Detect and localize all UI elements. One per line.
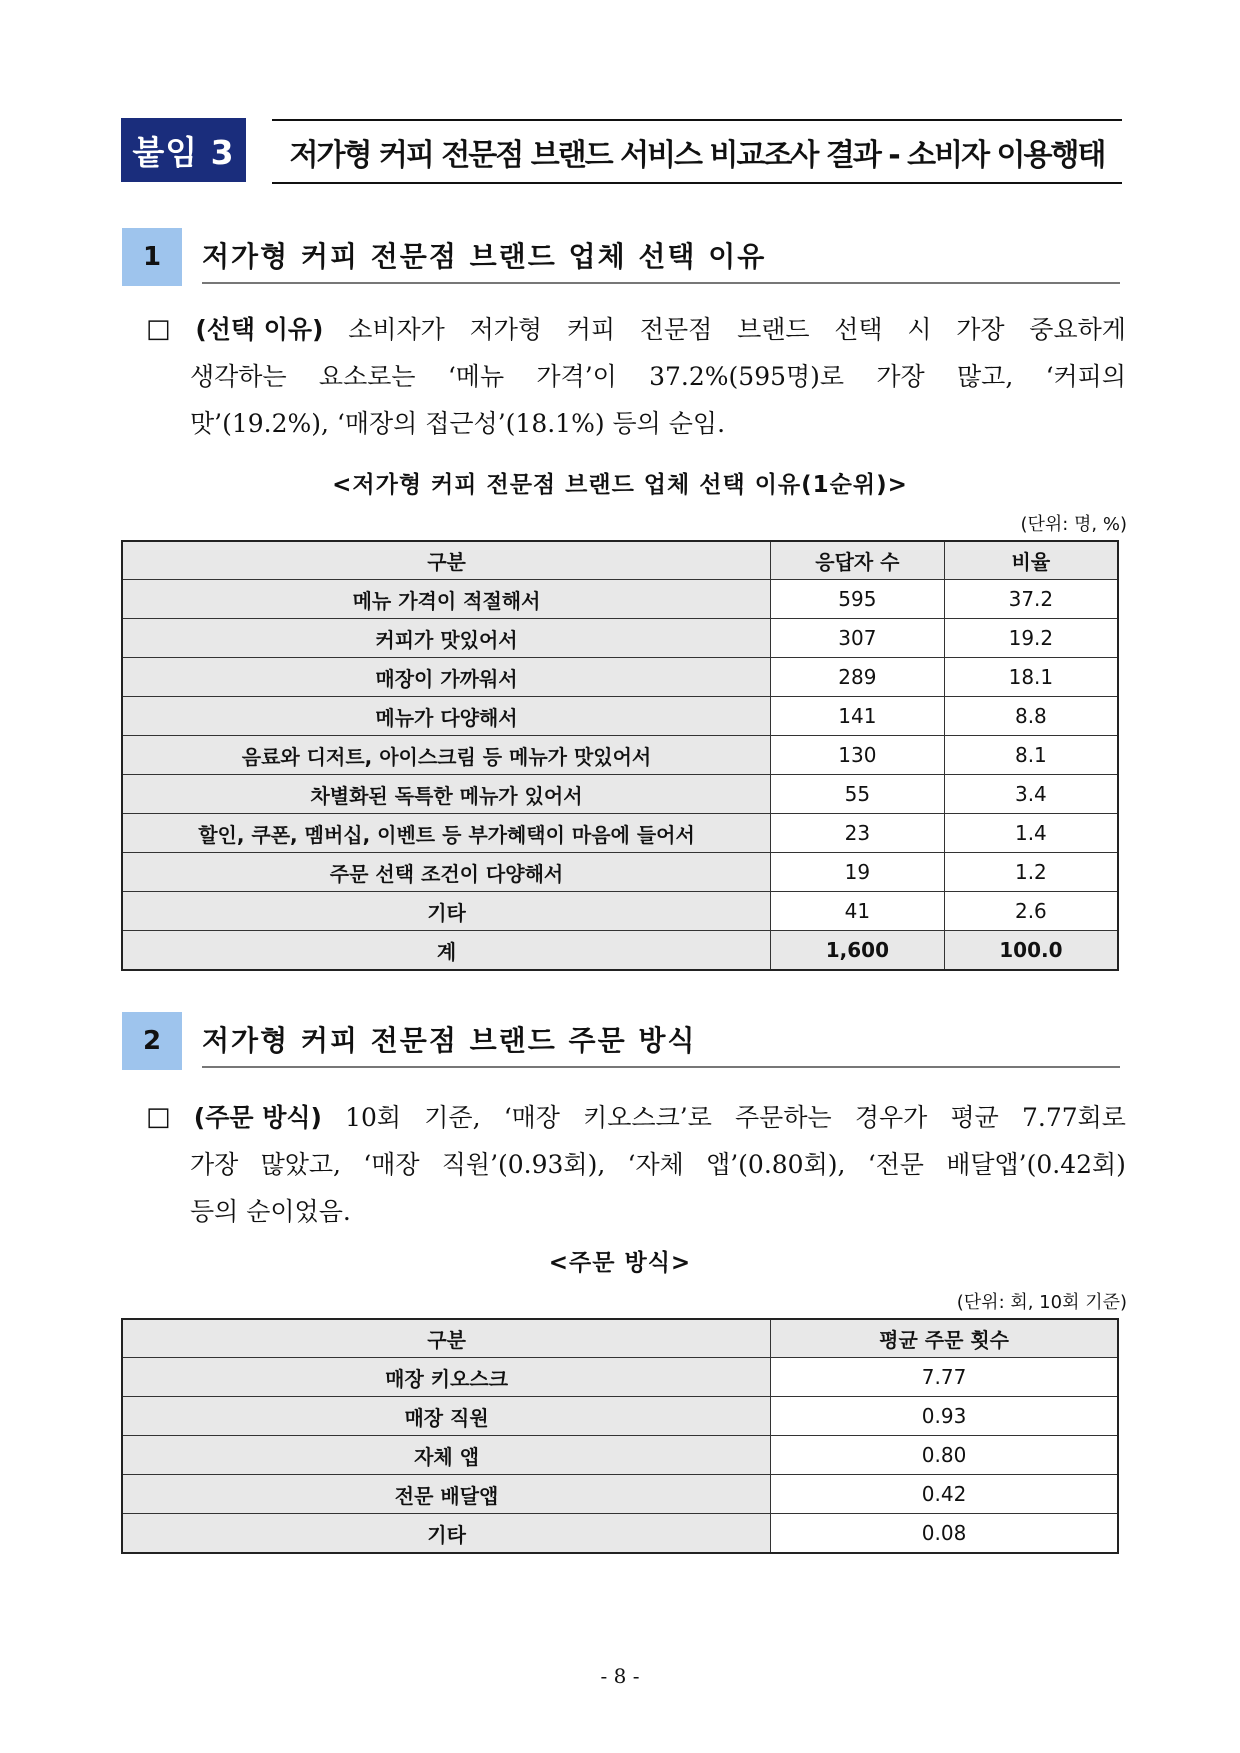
table-value-cell: 0.42 — [771, 1475, 1118, 1514]
table-header-cell: 구분 — [122, 541, 771, 580]
paragraph-word: 37.2%(595명)로 — [649, 362, 845, 391]
paragraph-line — [146, 1141, 1126, 1188]
paragraph-word: 커피 — [566, 315, 616, 344]
table-total-value: 1,600 — [771, 931, 945, 971]
table-total-row — [122, 931, 1118, 971]
paragraph-text: 등의 순이었음. — [190, 1197, 351, 1226]
paragraph-text: 맛’(19.2%), ‘매장의 접근성’(18.1%) 등의 순임. — [190, 409, 726, 438]
table-row — [122, 1514, 1118, 1554]
paragraph-line — [146, 1094, 1126, 1141]
table-value-cell: 0.93 — [771, 1397, 1118, 1436]
paragraph-word: 많고, — [957, 362, 1014, 391]
checkbox-bullet: □ — [146, 1102, 171, 1132]
table-category-cell: 매장 키오스크 — [122, 1358, 771, 1397]
section-2-number: 2 — [122, 1012, 182, 1070]
checkbox-bullet: □ — [146, 314, 171, 344]
paragraph-word: 키오스크’로 — [583, 1103, 712, 1132]
paragraph-line — [146, 1188, 1126, 1235]
table-category-cell: 주문 선택 조건이 다양해서 — [122, 853, 771, 892]
table-row — [122, 619, 1118, 658]
table-value-cell: 2.6 — [944, 892, 1118, 931]
table-value-cell: 8.8 — [944, 697, 1118, 736]
paragraph-word: 가장 — [956, 315, 1005, 344]
table-value-cell: 37.2 — [944, 580, 1118, 619]
table-row — [122, 658, 1118, 697]
section-1-number: 1 — [122, 228, 182, 286]
table-header-row — [122, 1319, 1118, 1358]
table-row — [122, 1358, 1118, 1397]
table-category-cell: 메뉴 가격이 적절해서 — [122, 580, 771, 619]
table-2-unit: (단위: 회, 10회 기준) — [956, 1292, 1127, 1313]
paragraph-lead: (선택 이유) — [195, 315, 324, 344]
appendix-title: 저가형 커피 전문점 브랜드 서비스 비교조사 결과 - 소비자 이용행태 — [272, 119, 1122, 184]
table-value-cell: 130 — [771, 736, 945, 775]
paragraph-word: 전문점 — [639, 315, 713, 344]
paragraph-word: 가장 — [876, 362, 925, 391]
table-header-cell: 응답자 수 — [771, 541, 945, 580]
table-value-cell: 55 — [771, 775, 945, 814]
table-category-cell: 자체 앱 — [122, 1436, 771, 1475]
appendix-badge: 붙임 3 — [121, 118, 246, 182]
table-row — [122, 814, 1118, 853]
table-1 — [121, 540, 1119, 971]
table-value-cell: 1.4 — [944, 814, 1118, 853]
table-category-cell: 기타 — [122, 1514, 771, 1554]
table-row — [122, 853, 1118, 892]
paragraph-word: ‘자체 — [627, 1150, 684, 1179]
table-header-row — [122, 541, 1118, 580]
table-category-cell: 커피가 맛있어서 — [122, 619, 771, 658]
paragraph-word: 주문하는 — [735, 1103, 832, 1132]
table-row — [122, 736, 1118, 775]
table-value-cell: 289 — [771, 658, 945, 697]
paragraph-word: 7.77회로 — [1021, 1103, 1126, 1132]
table-2 — [121, 1318, 1119, 1554]
table-1-caption: <저가형 커피 전문점 브랜드 업체 선택 이유(1순위)> — [332, 472, 908, 498]
paragraph-line — [146, 353, 1126, 400]
paragraph-word: 가장 — [190, 1150, 239, 1179]
table-header-cell: 구분 — [122, 1319, 771, 1358]
table-total-label: 계 — [122, 931, 771, 971]
table-row — [122, 892, 1118, 931]
table-value-cell: 0.80 — [771, 1436, 1118, 1475]
table-total-value: 100.0 — [944, 931, 1118, 971]
paragraph-word: 경우가 — [854, 1103, 928, 1132]
paragraph-word: 많았고, — [260, 1150, 341, 1179]
section-2-heading — [122, 1012, 1122, 1070]
table-value-cell: 595 — [771, 580, 945, 619]
table-row — [122, 697, 1118, 736]
paragraph-word: ‘매장 — [363, 1150, 420, 1179]
paragraph-lead: (주문 방식) — [193, 1103, 322, 1132]
paragraph-word: 배달앱’(0.42회) — [946, 1150, 1126, 1179]
paragraph-word: 직원’(0.93회), — [441, 1150, 606, 1179]
table-category-cell: 전문 배달앱 — [122, 1475, 771, 1514]
paragraph-word: 기준, — [424, 1103, 481, 1132]
table-category-cell: 할인, 쿠폰, 멤버십, 이벤트 등 부가혜택이 마음에 들어서 — [122, 814, 771, 853]
paragraph-word: 앱’(0.80회), — [706, 1150, 846, 1179]
paragraph-word: 평균 — [950, 1103, 999, 1132]
paragraph-word: 저가형 — [469, 315, 543, 344]
paragraph-word: 생각하는 — [190, 362, 287, 391]
paragraph-line — [146, 306, 1126, 353]
table-1-unit: (단위: 명, %) — [1020, 514, 1127, 535]
paragraph-word: 시 — [907, 315, 932, 344]
table-value-cell: 23 — [771, 814, 945, 853]
table-row — [122, 1436, 1118, 1475]
table-value-cell: 307 — [771, 619, 945, 658]
table-value-cell: 7.77 — [771, 1358, 1118, 1397]
paragraph-word: 소비자가 — [348, 315, 445, 344]
table-category-cell: 음료와 디저트, 아이스크림 등 메뉴가 맛있어서 — [122, 736, 771, 775]
paragraph-word: ‘커피의 — [1045, 362, 1126, 391]
table-category-cell: 매장 직원 — [122, 1397, 771, 1436]
table-value-cell: 8.1 — [944, 736, 1118, 775]
table-value-cell: 3.4 — [944, 775, 1118, 814]
paragraph-word: ‘매장 — [503, 1103, 560, 1132]
table-2-caption: <주문 방식> — [548, 1250, 692, 1276]
paragraph-word: 10회 — [345, 1103, 402, 1132]
table-row — [122, 1397, 1118, 1436]
page-number: - 8 - — [600, 1664, 640, 1688]
table-value-cell: 141 — [771, 697, 945, 736]
section-1-paragraph — [146, 306, 1126, 447]
table-value-cell: 41 — [771, 892, 945, 931]
section-1-title: 저가형 커피 전문점 브랜드 업체 선택 이유 — [202, 228, 1120, 284]
table-category-cell: 차별화된 독특한 메뉴가 있어서 — [122, 775, 771, 814]
paragraph-word: 선택 — [834, 315, 883, 344]
table-category-cell: 매장이 가까워서 — [122, 658, 771, 697]
paragraph-word: ‘메뉴 — [447, 362, 505, 391]
paragraph-word: 중요하게 — [1029, 315, 1126, 344]
paragraph-word: ‘전문 — [867, 1150, 924, 1179]
paragraph-word: 브랜드 — [737, 315, 810, 344]
section-1-heading — [122, 228, 1122, 286]
section-2-paragraph — [146, 1094, 1126, 1235]
table-value-cell: 0.08 — [771, 1514, 1118, 1554]
table-value-cell: 19.2 — [944, 619, 1118, 658]
table-value-cell: 18.1 — [944, 658, 1118, 697]
paragraph-line — [146, 400, 1126, 447]
table-row — [122, 1475, 1118, 1514]
table-header-cell: 비율 — [944, 541, 1118, 580]
paragraph-word: 가격’이 — [536, 362, 617, 391]
table-category-cell: 메뉴가 다양해서 — [122, 697, 771, 736]
table-row — [122, 775, 1118, 814]
table-row — [122, 580, 1118, 619]
table-category-cell: 기타 — [122, 892, 771, 931]
section-2-title: 저가형 커피 전문점 브랜드 주문 방식 — [202, 1012, 1120, 1068]
paragraph-word: 요소로는 — [318, 362, 416, 391]
table-value-cell: 1.2 — [944, 853, 1118, 892]
table-header-cell: 평균 주문 횟수 — [771, 1319, 1118, 1358]
table-value-cell: 19 — [771, 853, 945, 892]
